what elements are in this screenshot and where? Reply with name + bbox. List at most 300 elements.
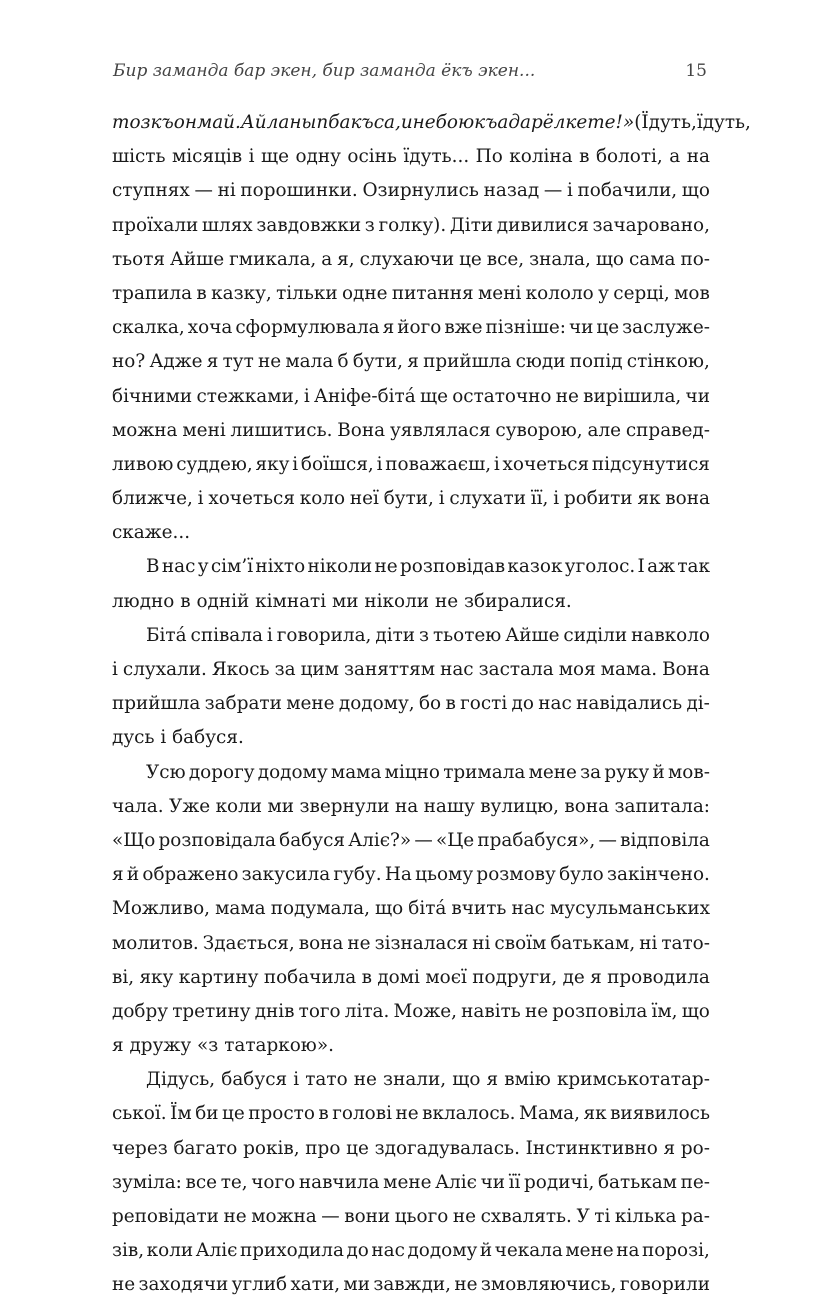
word: коліна <box>509 146 573 168</box>
word: чала. <box>112 795 164 817</box>
word: чи <box>480 1171 505 1193</box>
word: б <box>337 351 349 373</box>
text-line <box>112 619 710 653</box>
word: вмію <box>504 1069 551 1091</box>
word: «Що <box>112 829 156 851</box>
word: тьотею <box>432 624 502 646</box>
text-line <box>112 414 710 448</box>
word: в <box>579 146 590 168</box>
word: Аліє <box>195 1240 238 1262</box>
word: а <box>321 248 333 270</box>
word: Мама, <box>519 1103 580 1125</box>
word: тільки <box>276 282 338 304</box>
word: завдовжки <box>256 214 362 236</box>
text-line <box>112 209 710 243</box>
word: у <box>197 556 209 578</box>
word: закусила <box>241 864 331 886</box>
word: приходила <box>239 1240 344 1262</box>
text-line <box>112 345 710 379</box>
word: в <box>196 282 207 304</box>
text-line <box>112 1132 710 1166</box>
word: в <box>318 1103 329 1125</box>
word: попід <box>569 351 623 373</box>
word: вулицю, <box>480 795 559 817</box>
text-line <box>112 585 710 619</box>
word: проводила <box>607 966 710 988</box>
word: як <box>637 488 661 510</box>
word: можна <box>112 419 178 441</box>
word: і <box>248 146 255 168</box>
word: не <box>395 1103 419 1125</box>
word: не <box>112 1274 136 1296</box>
word: Аліє <box>435 1171 477 1193</box>
word: ро- <box>680 1137 710 1159</box>
word: хочеться <box>502 453 590 475</box>
word: просто <box>248 1103 315 1125</box>
word: Вона <box>662 659 710 680</box>
word: біта́ <box>408 898 447 920</box>
word: Дідусь, <box>146 1069 216 1091</box>
word: розповіла <box>552 1000 648 1022</box>
word: вона <box>298 932 344 954</box>
word: багато <box>173 1137 238 1159</box>
word: навколо <box>631 624 710 646</box>
word: не <box>257 351 282 373</box>
word: Озирнулись <box>362 180 479 202</box>
word: говорила, <box>276 624 372 646</box>
word: У <box>576 1206 590 1227</box>
word: заняттям <box>343 659 436 680</box>
page-number: 15 <box>685 61 707 81</box>
word: дорогу <box>188 761 255 783</box>
word: все, <box>486 248 525 270</box>
text-line <box>112 174 710 208</box>
text-line <box>112 1097 710 1131</box>
word: І <box>637 556 645 578</box>
word: вчить <box>451 898 507 920</box>
word: Аліє?» <box>348 829 412 851</box>
word: й <box>126 864 140 886</box>
word: в <box>445 693 456 715</box>
word: Аніфе-біта́ <box>314 385 416 407</box>
word: вклалось. <box>422 1103 516 1125</box>
text-line <box>112 1166 710 1200</box>
word: і <box>566 180 573 202</box>
word: реповідати <box>112 1206 219 1227</box>
word: мов <box>674 282 710 304</box>
word: уголос. <box>564 556 636 578</box>
word: сформулювала <box>235 317 380 339</box>
word: Інстинктивно <box>525 1137 658 1159</box>
text-line <box>112 550 710 584</box>
word: побачили, <box>577 180 678 202</box>
word: закінчено. <box>607 864 710 886</box>
word: губу. <box>333 864 382 886</box>
word: як <box>583 1103 607 1125</box>
text-line <box>112 1029 710 1063</box>
word: своїм <box>494 932 547 954</box>
word: не <box>347 932 371 954</box>
word: й <box>479 1240 493 1262</box>
word: къадар <box>474 112 543 133</box>
word: ніколи <box>307 556 373 578</box>
word: Айше <box>505 624 560 646</box>
word: ближче, <box>112 488 193 510</box>
word: що <box>375 898 404 920</box>
word: на <box>616 1240 640 1262</box>
word: хоча <box>187 317 233 339</box>
word: що <box>595 248 624 270</box>
word: молитов. <box>112 932 199 954</box>
text-line <box>112 1200 710 1234</box>
word: де <box>562 966 585 988</box>
word: моєї <box>425 966 467 988</box>
word: не <box>454 1274 478 1296</box>
text-line <box>112 1234 710 1268</box>
word: прийшла <box>112 693 201 715</box>
word: ві, <box>112 966 135 988</box>
word: ще <box>260 146 289 168</box>
word: запитала: <box>614 795 710 817</box>
word: казок <box>507 556 563 578</box>
word: кете!» <box>565 112 635 133</box>
word: і <box>266 624 273 646</box>
word: розмову <box>476 864 556 886</box>
text-line <box>112 448 710 482</box>
word: вона <box>564 795 610 817</box>
word: так <box>677 556 710 578</box>
word: було <box>559 864 604 886</box>
word: це <box>459 248 482 270</box>
word: — <box>543 180 563 202</box>
word: я <box>112 1035 124 1057</box>
word: бою <box>435 112 475 133</box>
word: місяців <box>171 146 243 168</box>
word: ніколи <box>364 590 430 612</box>
word: кримськотатар- <box>556 1069 710 1091</box>
word: ще <box>419 385 448 407</box>
word: заслуже- <box>622 317 710 339</box>
word: я <box>486 1069 499 1091</box>
body-text <box>112 106 751 1303</box>
word: прийшла <box>423 351 512 373</box>
word: тьотя <box>112 248 166 270</box>
word: ні <box>217 180 236 202</box>
word: їдуть... <box>403 146 470 168</box>
word: суворою, <box>495 419 583 441</box>
word: ні <box>639 932 658 954</box>
word: Здається, <box>202 932 295 954</box>
word: одне <box>341 282 388 304</box>
word: мала <box>285 351 334 373</box>
word: ми <box>267 795 295 817</box>
word: цьому <box>415 864 474 886</box>
word: відповіла <box>620 829 710 851</box>
word: тато <box>305 1069 348 1091</box>
word: збиралися. <box>463 590 572 612</box>
word: мені <box>478 282 522 304</box>
word: одній <box>196 590 250 612</box>
word: що <box>681 1000 710 1022</box>
word: На <box>384 864 412 886</box>
word: і <box>112 659 118 680</box>
word: через <box>112 1137 168 1159</box>
word: навіть <box>461 1000 521 1022</box>
word: но? <box>112 351 146 373</box>
word: цього <box>394 1206 449 1227</box>
word: днів <box>254 1000 295 1022</box>
word: В <box>146 556 160 578</box>
word: зуміла: <box>112 1171 182 1193</box>
text-line <box>112 380 710 414</box>
word: голові <box>332 1103 392 1125</box>
word: застала <box>478 659 554 680</box>
word: бути, <box>383 488 434 510</box>
word: її, <box>530 488 549 510</box>
word: не <box>374 556 398 578</box>
word: нас <box>161 556 196 578</box>
word: ті <box>594 1206 611 1227</box>
word: по- <box>680 248 710 270</box>
word: бабуся. <box>172 727 244 749</box>
word: Можливо, <box>112 898 211 920</box>
word: завжди, <box>373 1274 452 1296</box>
word: співала <box>190 624 263 646</box>
word: стінкою, <box>626 351 710 373</box>
word: бабуся <box>221 1069 288 1091</box>
word: і <box>553 488 560 510</box>
word: слухати <box>449 488 526 510</box>
word: додому <box>257 761 328 783</box>
word: къонмай. <box>150 112 241 133</box>
word: міцно <box>384 761 440 783</box>
word: батькам, <box>550 932 636 954</box>
text-line <box>112 243 710 277</box>
word: ніхто <box>255 556 306 578</box>
word: осінь <box>347 146 397 168</box>
word: нас <box>511 898 545 920</box>
word: мене <box>383 1171 432 1193</box>
word: навчила <box>298 1171 380 1193</box>
word: побачила <box>263 966 357 988</box>
word: тримала <box>443 761 526 783</box>
word: мусульманських <box>550 898 710 920</box>
word: робити <box>563 488 633 510</box>
word: ра- <box>680 1206 710 1227</box>
word: знали, <box>383 1069 447 1091</box>
text-line <box>112 277 710 311</box>
word: дружу <box>129 1035 192 1057</box>
word: добру <box>112 1000 169 1022</box>
word: голку). <box>378 214 447 236</box>
word: я <box>112 864 124 886</box>
word: руку <box>604 761 650 783</box>
word: мене <box>565 1240 614 1262</box>
text-line <box>112 482 710 516</box>
word: звернули <box>299 795 390 817</box>
word: про <box>305 1137 341 1159</box>
word: її <box>508 1171 521 1193</box>
text-line <box>112 516 710 550</box>
word: кімнаті <box>255 590 327 612</box>
word: підсунутися <box>591 453 710 475</box>
word: все <box>185 1171 218 1193</box>
word: мама <box>215 898 266 920</box>
word: що <box>681 180 710 202</box>
word: боїшся, <box>300 453 374 475</box>
word: Айше <box>170 248 225 270</box>
word: Біта́ <box>146 624 187 646</box>
word: хати, <box>290 1274 341 1296</box>
word: нас <box>371 1240 405 1262</box>
word: зізналася <box>374 932 469 954</box>
word: мене <box>528 761 577 783</box>
word: людно <box>112 590 175 612</box>
word: діти <box>375 624 416 646</box>
word: остаточно <box>452 385 552 407</box>
word: поважаєш, <box>385 453 492 475</box>
word: «Це <box>435 829 475 851</box>
word: подумала, <box>270 898 370 920</box>
word: зачаровано, <box>592 214 710 236</box>
word: моя <box>558 659 596 680</box>
word: коли <box>215 795 263 817</box>
word: додому <box>407 1240 478 1262</box>
word: пе- <box>680 1171 710 1193</box>
word: шлях <box>201 214 253 236</box>
word: додому, <box>338 693 415 715</box>
text-line <box>112 995 710 1029</box>
word: коли <box>146 1240 194 1262</box>
word: родичі, <box>524 1171 595 1193</box>
word: я <box>663 1137 676 1159</box>
word: з <box>418 624 430 646</box>
text-line <box>112 858 710 892</box>
text-line <box>112 927 710 961</box>
word: прабабуся», <box>477 829 596 851</box>
word: кололо <box>525 282 594 304</box>
word: справед- <box>625 419 710 441</box>
word: і <box>197 488 204 510</box>
word: питання <box>391 282 474 304</box>
word: порошинки. <box>240 180 358 202</box>
word: подруги, <box>472 966 558 988</box>
word: Їм <box>170 1103 192 1125</box>
word: — <box>414 829 433 851</box>
word: уявлялася <box>389 419 491 441</box>
word: пізніше: <box>485 317 566 339</box>
word: бабуся <box>279 829 345 851</box>
word: нас <box>538 693 572 715</box>
word: яку <box>139 966 174 988</box>
word: ської. <box>112 1103 167 1125</box>
word: батькам <box>597 1171 677 1193</box>
word: заходячи <box>138 1274 229 1296</box>
word: Вона <box>337 419 386 441</box>
text-line <box>112 1268 710 1302</box>
word: шість <box>112 146 166 168</box>
word: років, <box>243 1137 300 1159</box>
word: сама <box>628 248 676 270</box>
word: це <box>346 1137 369 1159</box>
word: чого <box>251 1171 296 1193</box>
word: чи <box>568 317 594 339</box>
word: скалка, <box>112 317 185 339</box>
word: на <box>686 146 710 168</box>
word: це <box>222 1103 245 1125</box>
text-line <box>112 961 710 995</box>
word: вона <box>665 488 710 510</box>
word: і <box>160 727 167 749</box>
word: ступнях <box>112 180 190 202</box>
word: мені <box>182 419 226 441</box>
word: ливою <box>112 453 174 475</box>
word: і <box>493 453 500 475</box>
word: серці, <box>613 282 670 304</box>
word: мене <box>286 693 335 715</box>
word: їдуть, <box>696 112 751 133</box>
word: мама <box>330 761 382 783</box>
word: суддею, <box>176 453 253 475</box>
word: болоті, <box>595 146 663 168</box>
word: назад <box>483 180 540 202</box>
word: кілька <box>614 1206 677 1227</box>
word: у <box>598 282 609 304</box>
text-line <box>112 687 710 721</box>
word: — <box>194 180 213 202</box>
text-line <box>112 106 751 140</box>
word: ине <box>400 112 436 133</box>
word: тут <box>222 351 254 373</box>
word: одну <box>295 146 341 168</box>
text-line <box>112 756 710 790</box>
word: і <box>438 488 445 510</box>
word: їм, <box>651 1000 678 1022</box>
word: що <box>452 1069 481 1091</box>
word: дивилися <box>496 214 589 236</box>
word: і <box>292 453 299 475</box>
word: слухаючи <box>359 248 455 270</box>
text-line <box>112 140 710 174</box>
text-line <box>112 721 710 755</box>
word: до <box>511 693 534 715</box>
word: ні <box>472 932 491 954</box>
word: а <box>669 146 681 168</box>
word: і <box>303 385 310 407</box>
word: — <box>321 1206 340 1227</box>
word: і <box>376 453 383 475</box>
word: Діти <box>449 214 494 236</box>
word: чекала <box>494 1240 563 1262</box>
word: лишитись. <box>230 419 333 441</box>
word: скаже... <box>112 522 191 544</box>
word: ми <box>331 590 359 612</box>
word: гмикала, <box>229 248 317 270</box>
word: — <box>598 829 617 851</box>
word: Усю <box>146 761 186 783</box>
word: за <box>580 761 602 783</box>
text-line <box>112 892 710 926</box>
word: зів, <box>112 1240 145 1262</box>
word: навідались <box>576 693 683 715</box>
word: в <box>180 590 191 612</box>
word: мама. <box>600 659 658 680</box>
word: схвалять. <box>480 1206 572 1227</box>
word: вже <box>444 317 483 339</box>
word: не <box>452 1206 477 1227</box>
word: ді- <box>686 693 710 715</box>
word: я, <box>337 248 355 270</box>
